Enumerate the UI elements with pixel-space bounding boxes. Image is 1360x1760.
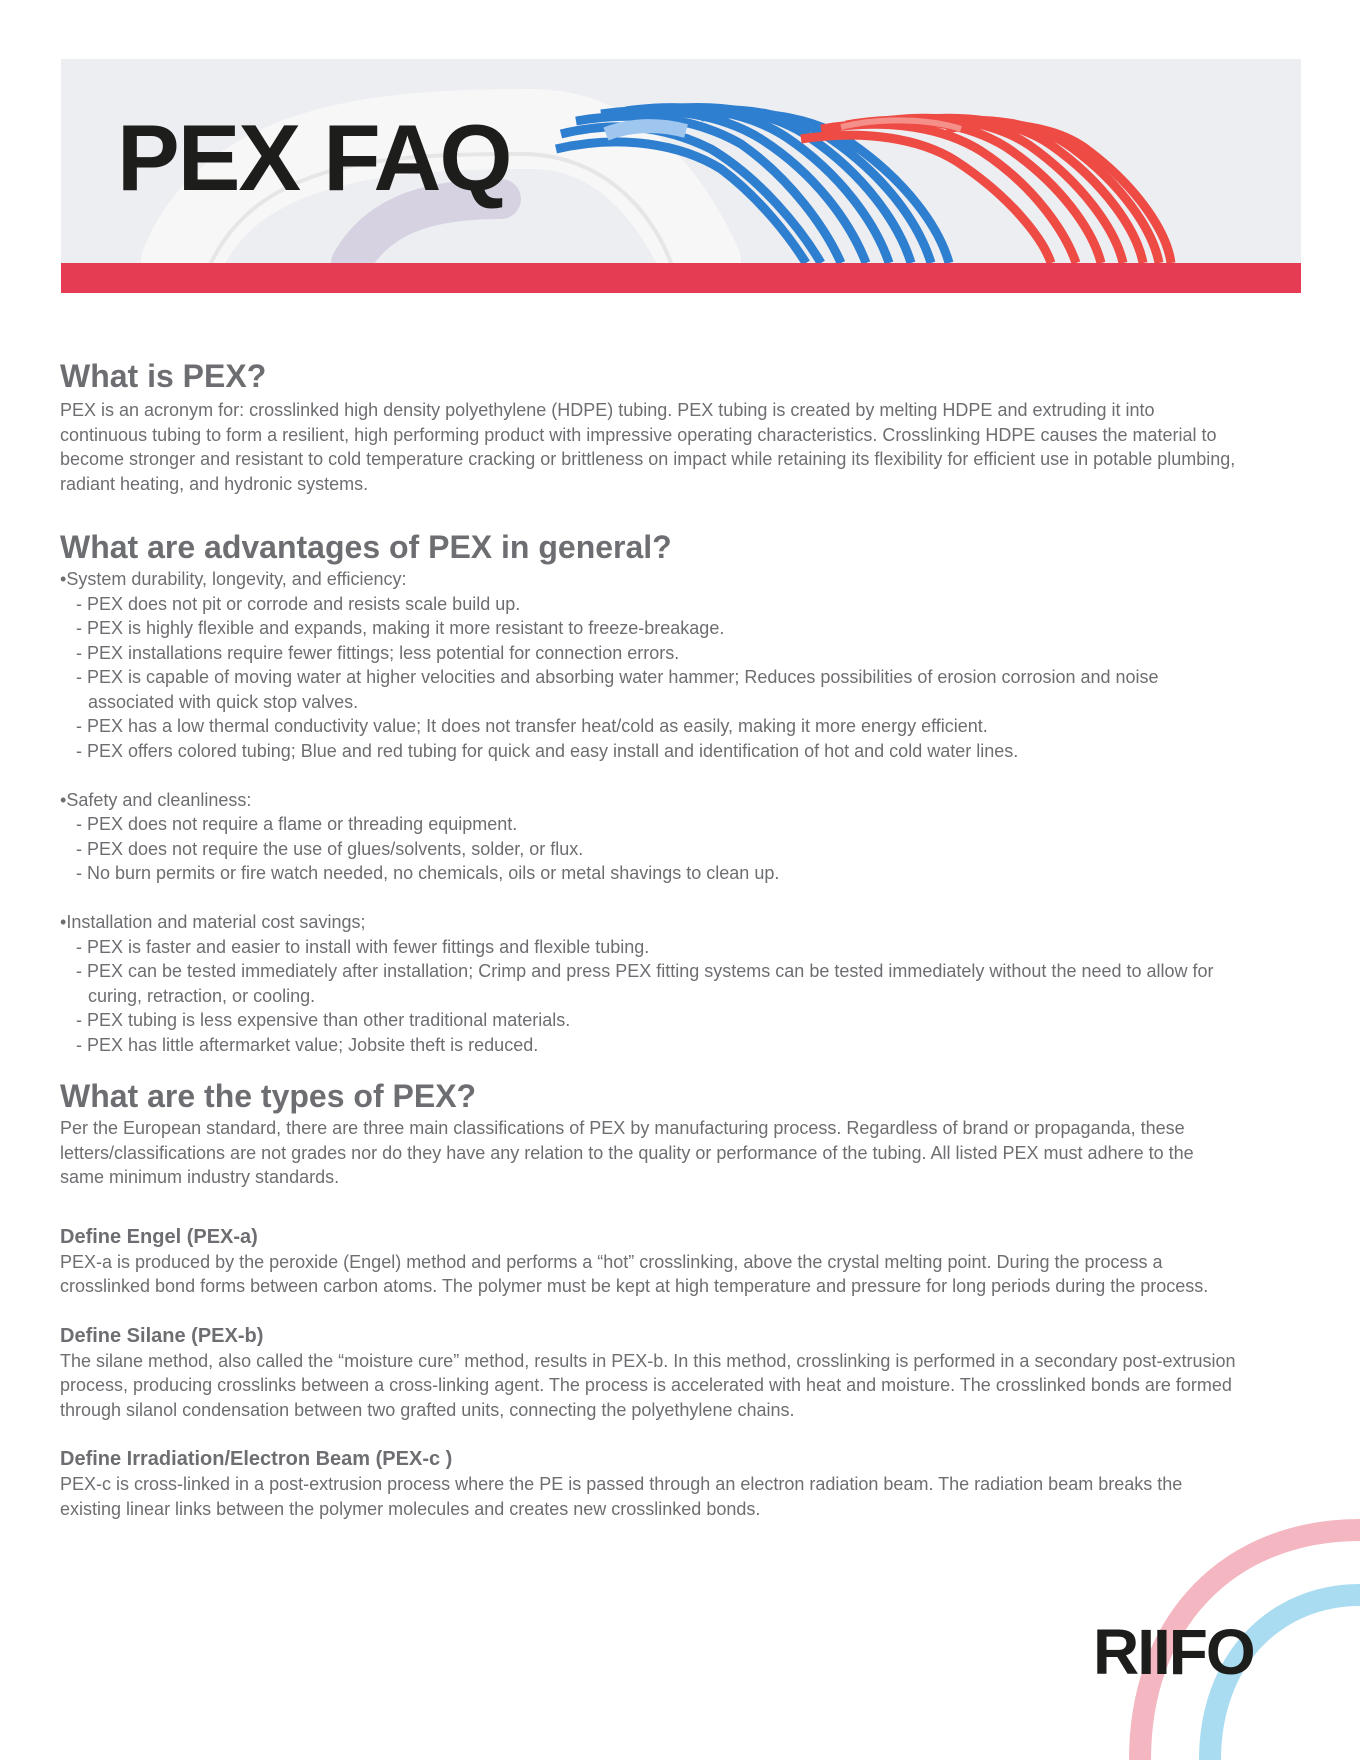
definition-title-engel: Define Engel (PEX-a) xyxy=(60,1225,258,1248)
advantage-item: - PEX has little aftermarket value; Jobsite theft is reduced. xyxy=(76,1034,539,1055)
advantage-item: - PEX installations require fewer fittings; less potential for connection errors. xyxy=(76,642,680,663)
advantage-group-title: • Safety and cleanliness: xyxy=(60,788,1240,813)
definition-title-irradiation: Define Irradiation/Electron Beam (PEX-c ) xyxy=(60,1448,453,1470)
faq-content xyxy=(60,356,1240,1521)
definition-body-irradiation: PEX-c is cross-linked in a post-extrusion process where the PE is passed through an electron radiation beam. The radiation beam breaks the existing linear links between the polymer molecules and creates new crosslinked bonds. xyxy=(60,1474,1183,1519)
section-title-what-is-pex: What is PEX? xyxy=(60,358,267,394)
blue-coil-wrap xyxy=(606,126,686,134)
advantage-item: - PEX offers colored tubing; Blue and red tubing for quick and easy install and identification of hot and cold water lines. xyxy=(76,740,1019,761)
definition-body-engel: PEX-a is produced by the peroxide (Engel) method and performs a “hot” crosslinking, above the crystal melting point. During the process a crosslinked bond forms between carbon atoms. The polymer must be kept at high temperature and pressure for long periods during the process. xyxy=(60,1251,1209,1296)
section-title-types: What are the types of PEX? xyxy=(60,1078,477,1114)
advantage-item: - PEX is faster and easier to install with fewer fittings and flexible tubing. xyxy=(76,936,650,957)
section-body-what-is-pex: PEX is an acronym for: crosslinked high density polyethylene (HDPE) tubing. PEX tubing is created by melting HDPE and extruding it into continuous tubing to form a resilient, high performing product with impressive operating characteristics. Crosslinking HDPE causes the material to become stronger and resistant to cold temperature cracking or brittleness on impact while retaining its flexibility for efficient use in potable plumbing, radiant heating, and hydronic systems. xyxy=(60,400,1236,494)
banner-accent-stripe xyxy=(61,263,1301,293)
advantage-item: - PEX is capable of moving water at higher velocities and absorbing water hammer; Reduces possibilities of erosion corrosion and noise associated with quick stop valves. xyxy=(76,667,1159,712)
advantage-group-durability xyxy=(60,567,1240,763)
advantage-group-safety xyxy=(60,788,1240,886)
advantage-item: - PEX is highly flexible and expands, making it more resistant to freeze-breakage. xyxy=(76,618,725,638)
page-title: PEX FAQ xyxy=(117,105,511,210)
advantage-item: - PEX tubing is less expensive than other traditional materials. xyxy=(76,1010,571,1030)
riifo-logo: RIIFO xyxy=(1093,1616,1254,1688)
advantage-group-title: • System durability, longevity, and efficiency: xyxy=(60,567,1240,592)
advantage-item: - PEX does not require the use of glues/solvents, solder, or flux. xyxy=(76,838,584,859)
advantage-item: - PEX can be tested immediately after installation; Crimp and press PEX fitting systems can be tested immediately without the need to allow for curing, retraction, or cooling. xyxy=(76,961,1214,1006)
advantage-group-title: • Installation and material cost savings; xyxy=(60,910,1240,935)
advantage-item: - PEX does not pit or corrode and resists scale build up. xyxy=(76,593,521,614)
section-body-types: Per the European standard, there are three main classifications of PEX by manufacturing process. Regardless of brand or propaganda, these letters/classifications are not grades nor do they have any relation to the quality or performance of the tubing. All listed PEX must adhere to the same minimum industry standards. xyxy=(60,1118,1194,1187)
definition-title-silane: Define Silane (PEX-b) xyxy=(60,1324,264,1347)
header-banner xyxy=(61,59,1301,293)
advantage-item: - PEX does not require a flame or threading equipment. xyxy=(76,814,518,834)
definition-body-silane: The silane method, also called the “moisture cure” method, results in PEX-b. In this method, crosslinking is performed in a secondary post-extrusion process, producing crosslinks between a cross-linking agent. The process is accelerated with heat and moisture. The crosslinked bonds are formed through silanol condensation between two grafted units, connecting the polyethylene chains. xyxy=(60,1350,1236,1420)
advantage-group-cost-savings xyxy=(60,910,1240,1057)
advantage-item: - No burn permits or fire watch needed, no chemicals, oils or metal shavings to clean up. xyxy=(76,863,780,883)
section-title-advantages: What are advantages of PEX in general? xyxy=(60,529,672,565)
advantage-item: - PEX has a low thermal conductivity value; It does not transfer heat/cold as easily, making it more energy efficient. xyxy=(76,716,988,736)
